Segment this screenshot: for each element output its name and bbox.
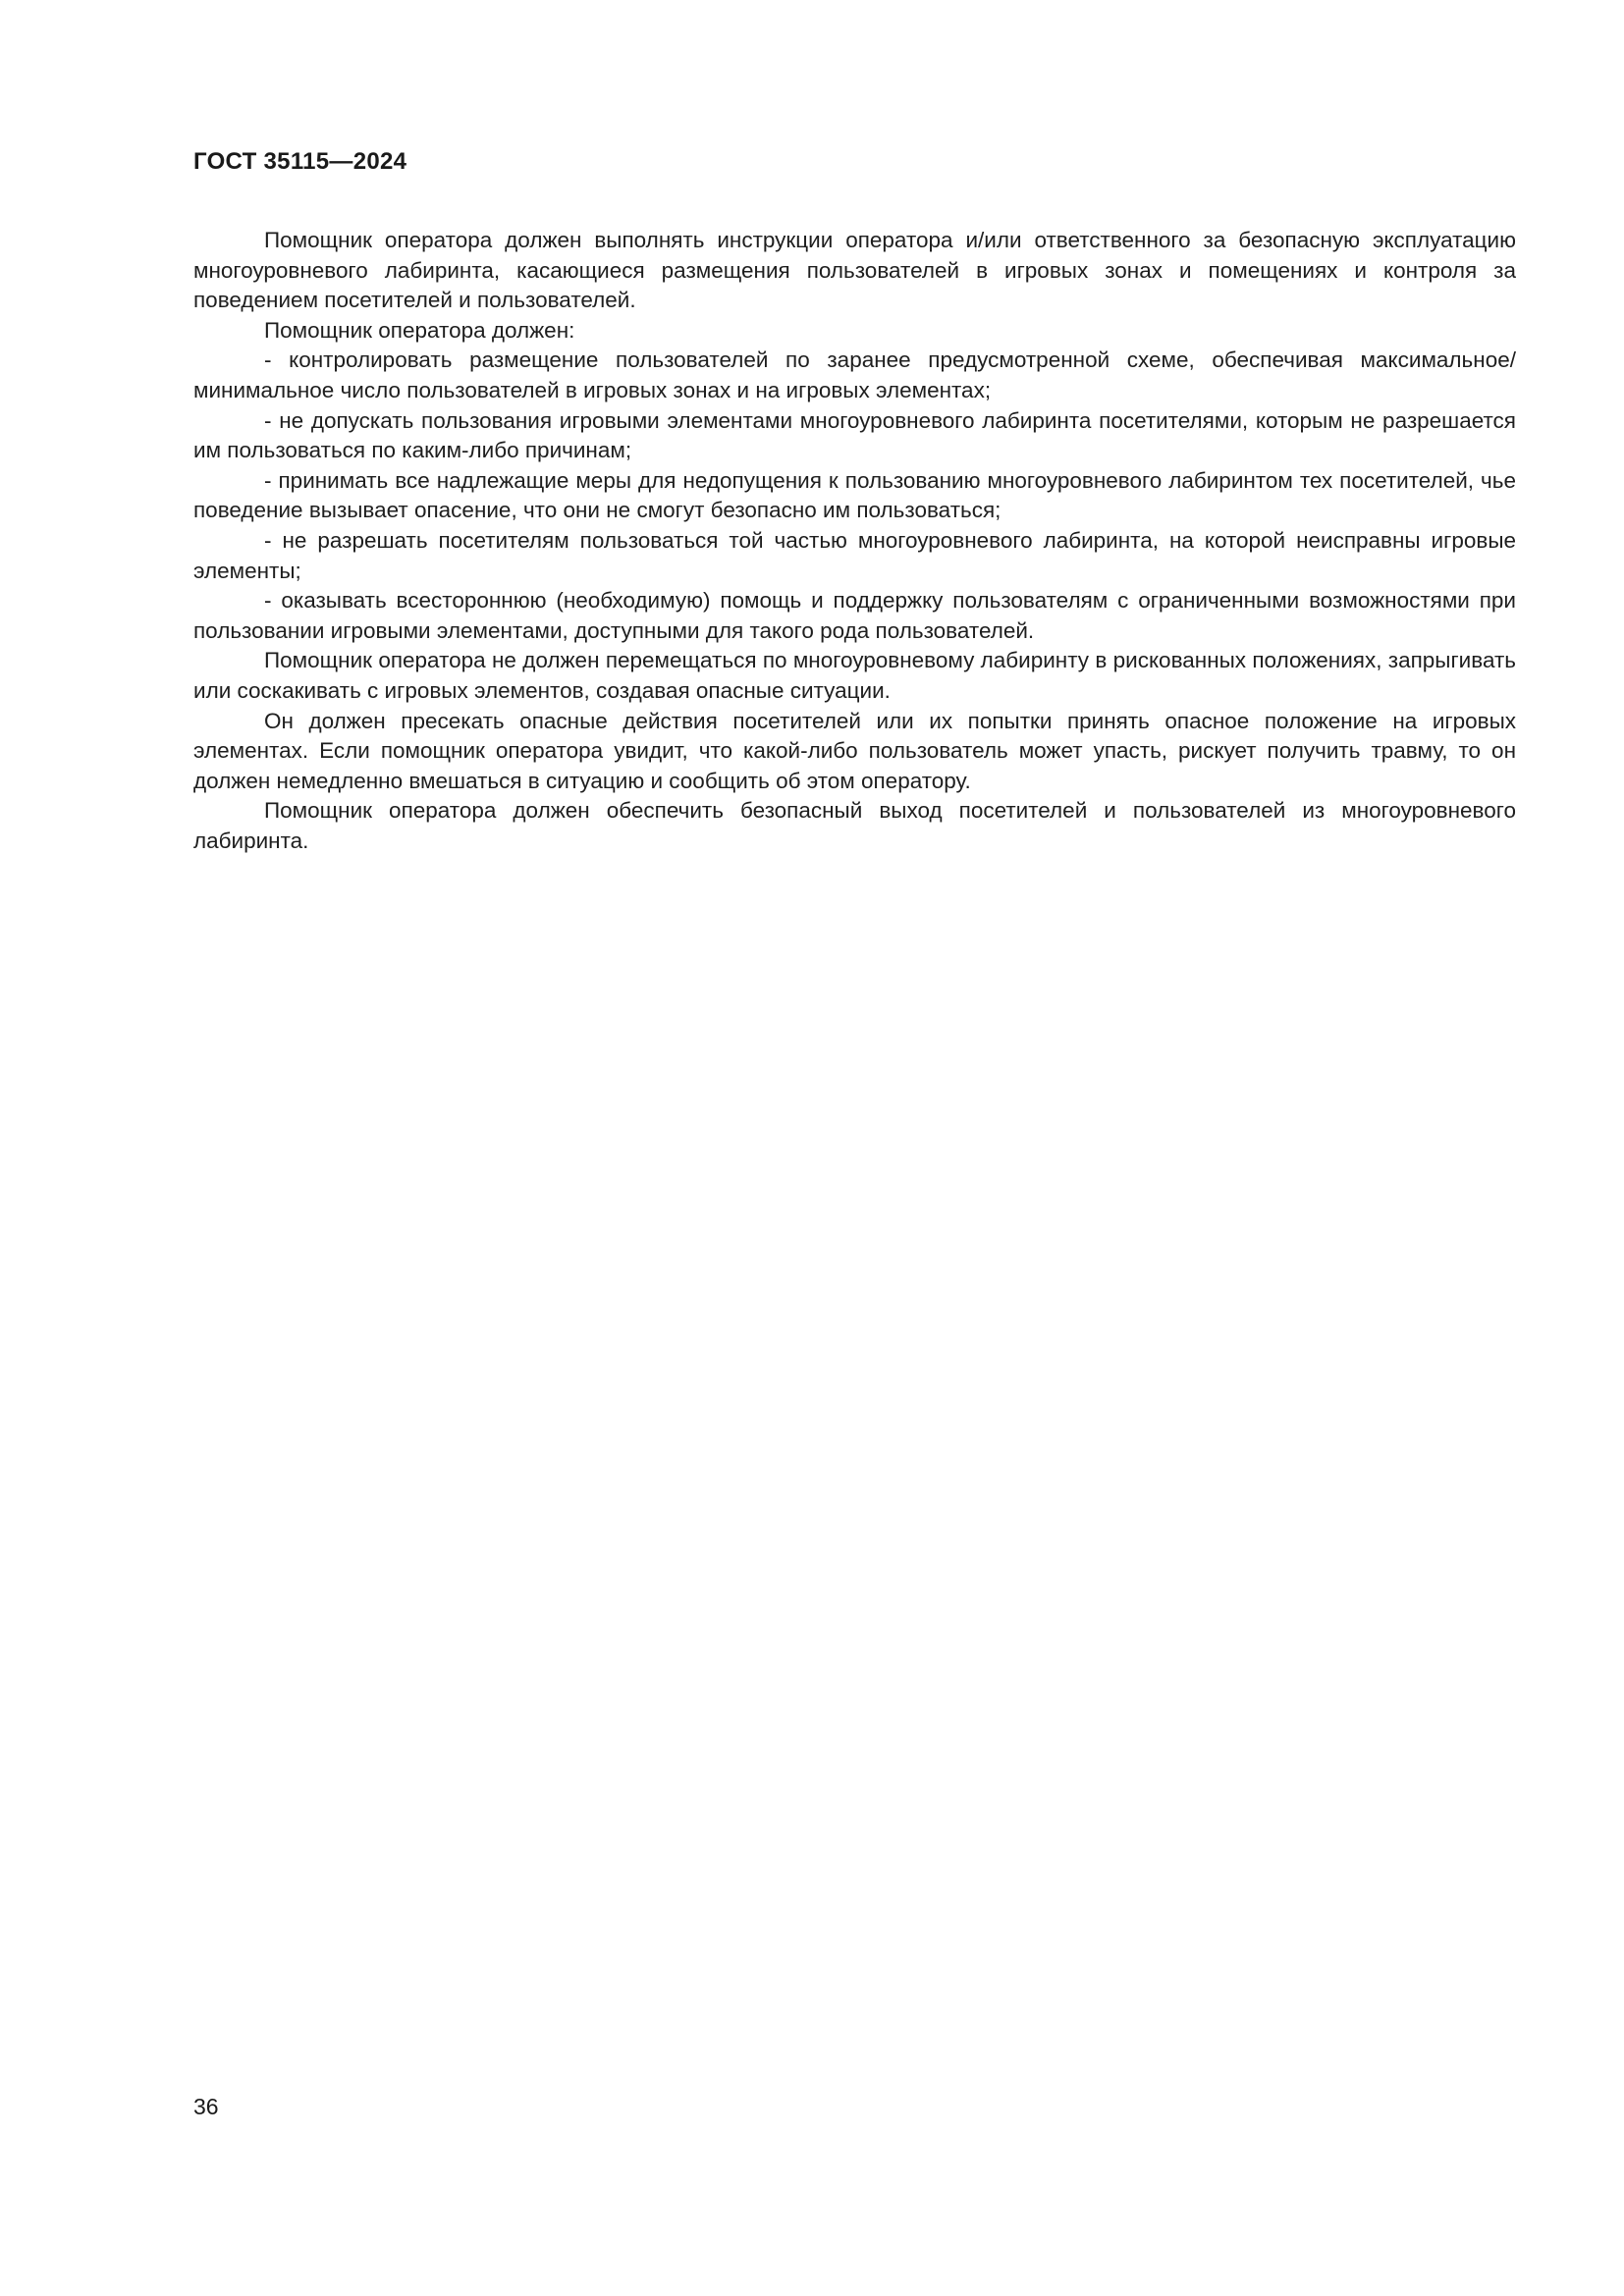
list-item: - не разрешать посетителям пользоваться той частью многоуровневого лабиринта, на которой неисправны игровые элементы;	[193, 527, 1516, 583]
page-number: 36	[193, 2094, 219, 2119]
paragraph: Помощник оператора не должен перемещаться по многоуровневому лабиринту в рискованных положениях, запрыгивать или соскакивать с игровых элементов, создавая опасные ситуации.	[193, 648, 1516, 703]
document-header: ГОСТ 35115—2024	[193, 148, 407, 175]
list-item: - оказывать всестороннюю (необходимую) помощь и поддержку пользователям с ограниченными возможностями при пользовании игровыми элементами, доступными для такого рода пользователей.	[193, 588, 1516, 643]
list-item: - принимать все надлежащие меры для недопущения к пользованию многоуровневого лабиринтом тех посетителей, чье поведение вызывает опасение, что они не смогут безопасно им пользоваться;	[193, 467, 1516, 523]
paragraph: Помощник оператора должен:	[264, 317, 575, 343]
list-item: - контролировать размещение пользователей по заранее предусмотренной схеме, обеспечивая максимальное/минимальное число пользователей в игровых зонах и на игровых элементах;	[193, 347, 1516, 402]
list-item: - не допускать пользования игровыми элементами многоуровневого лабиринта посетителями, которым не разрешается им пользоваться по каким-либо причинам;	[193, 407, 1516, 463]
body-text	[193, 226, 1516, 856]
paragraph: Он должен пресекать опасные действия посетителей или их попытки принять опасное положение на игровых элементах. Если помощник оператора увидит, что какой-либо пользователь может упасть, рискует получить травму, то он должен немедленно вмешаться в ситуацию и сообщить об этом оператору.	[193, 708, 1516, 793]
paragraph: Помощник оператора должен выполнять инструкции оператора и/или ответственного за безопасную эксплуатацию многоуровневого лабиринта, касающиеся размещения пользователей в игровых зонах и помещениях и контроля за поведением посетителей и пользователей.	[193, 228, 1516, 313]
paragraph: Помощник оператора должен обеспечить безопасный выход посетителей и пользователей из многоуровневого лабиринта.	[193, 798, 1516, 853]
